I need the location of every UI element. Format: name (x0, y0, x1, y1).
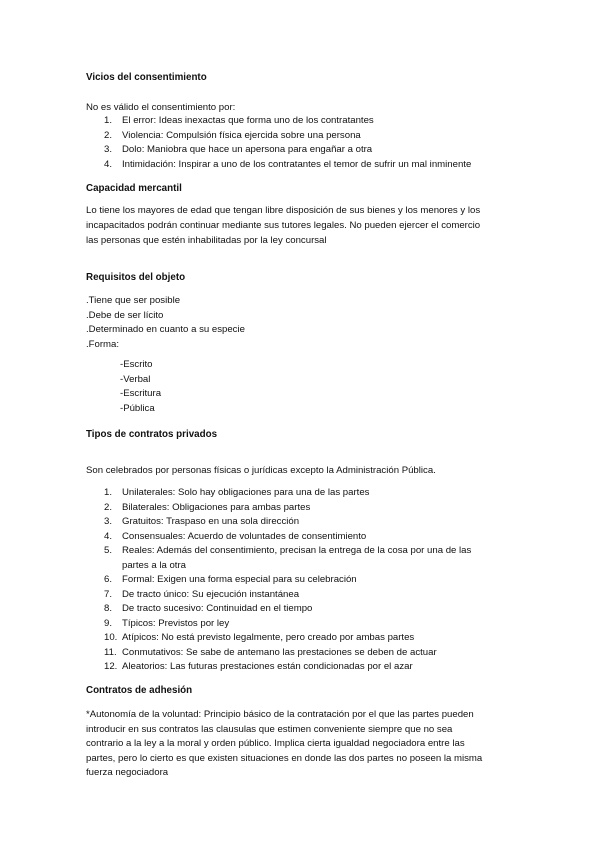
forma-list (120, 358, 161, 416)
requisito-item: .Forma: (86, 339, 120, 350)
heading-adhesion: Contratos de adhesión (86, 685, 193, 696)
adhesion-line-5: fuerza negociadora (86, 767, 169, 778)
adhesion-line-1: *Autonomía de la voluntad: Principio básico de la contratación por el que las partes pueden (86, 709, 474, 720)
requisito-item: .Determinado en cuanto a su especie (86, 324, 245, 335)
tipos-intro: Son celebrados por personas físicas o jurídicas excepto la Administración Pública. (86, 465, 436, 476)
vicios-intro: No es válido el consentimiento por: (86, 102, 236, 113)
adhesion-line-4: partes, pero lo cierto es que existen situaciones en donde las dos partes no poseen la misma (86, 753, 483, 764)
requisito-item: .Tiene que ser posible (86, 295, 181, 306)
heading-tipos: Tipos de contratos privados (86, 429, 218, 440)
capacidad-line-2: incapacitados podrán continuar mediante sus tutores legales. No pueden ejercer el comercio (86, 220, 481, 231)
capacidad-line-1: Lo tiene los mayores de edad que tengan libre disposición de sus bienes y los menores y los (86, 205, 481, 216)
heading-capacidad: Capacidad mercantil (86, 183, 182, 194)
document-page: Vicios del consentimiento No es válido el consentimiento por: 1. El error: Ideas inexactas que forma uno de los contratantes 2. Violencia: Compulsión física ejercida sobre una persona 3. Dolo: Maniobra que hace un apersona para engañar a otra 4. Intimidación: Inspirar a uno de los contratantes el temor de sufrir un mal inminente Capacidad mercantil Lo tiene los mayores de edad que tengan libre disposición de sus bienes y los menores y los incapacitados podrán continuar mediante sus tutores legales. No pueden ejercer el comercio las personas que estén inhabilitadas por la ley concursal Requisitos del objeto .Tiene que ser posible .Debe de ser lícito .Determinado en cuanto a su especie .Forma: -Escrito -Verbal -Escritura -Pública Tipos de contratos privados Son celebrados por personas físicas o jurídicas excepto la Administración Pública. 1. Unilaterales: Solo hay obligaciones para una de las partes 2. Bilaterales: Obligaciones para ambas partes 3. Gratuitos: Traspaso en una sola dirección 4. Consensuales: Acuerdo de voluntades de consentimiento 5. Reales: Además del consentimiento, precisan la entrega de la cosa por una de las partes a la otra 6. Formal: Exigen una forma especial para su celebración 7. De tracto único: Su ejecución instantánea 8. De tracto sucesivo: Continuidad en el tiempo 9. Típicos: Previstos por ley 10. Atípicos: No está previsto legalmente, pero creado por ambas partes 11. Conmutativos: Se sabe de antemano las prestaciones se deben de actuar 12. Aleatorios: Las futuras prestaciones están condicionadas por el azar Contratos de adhesión *Autonomía de la voluntad: Principio básico de la contratación por el que las partes pueden introducir en sus contratos las clausulas que estimen conveniente siempre que no sea contrario a la ley a la moral y orden público. Implica cierta igualdad negociadora entre las partes, pero lo cierto es que existen situaciones en donde las dos partes no poseen la misma fuerza negociadora (86, 72, 483, 778)
capacidad-line-3: las personas que estén inhabilitadas por la ley concursal (86, 235, 327, 246)
heading-vicios: Vicios del consentimiento (86, 72, 207, 83)
heading-requisitos: Requisitos del objeto (86, 272, 186, 283)
requisito-item: .Debe de ser lícito (86, 310, 164, 321)
list-item: -Escrito (120, 359, 153, 370)
adhesion-line-2: introducir en sus contratos las clausulas que estimen conveniente siempre que no sea (86, 724, 453, 735)
list-item: -Pública (120, 402, 155, 414)
list-item: -Escritura (120, 388, 162, 399)
adhesion-line-3: contrario a la ley a la moral y orden público. Implica cierta igualdad negociadora entre las (86, 738, 465, 749)
list-item: -Verbal (120, 373, 151, 385)
